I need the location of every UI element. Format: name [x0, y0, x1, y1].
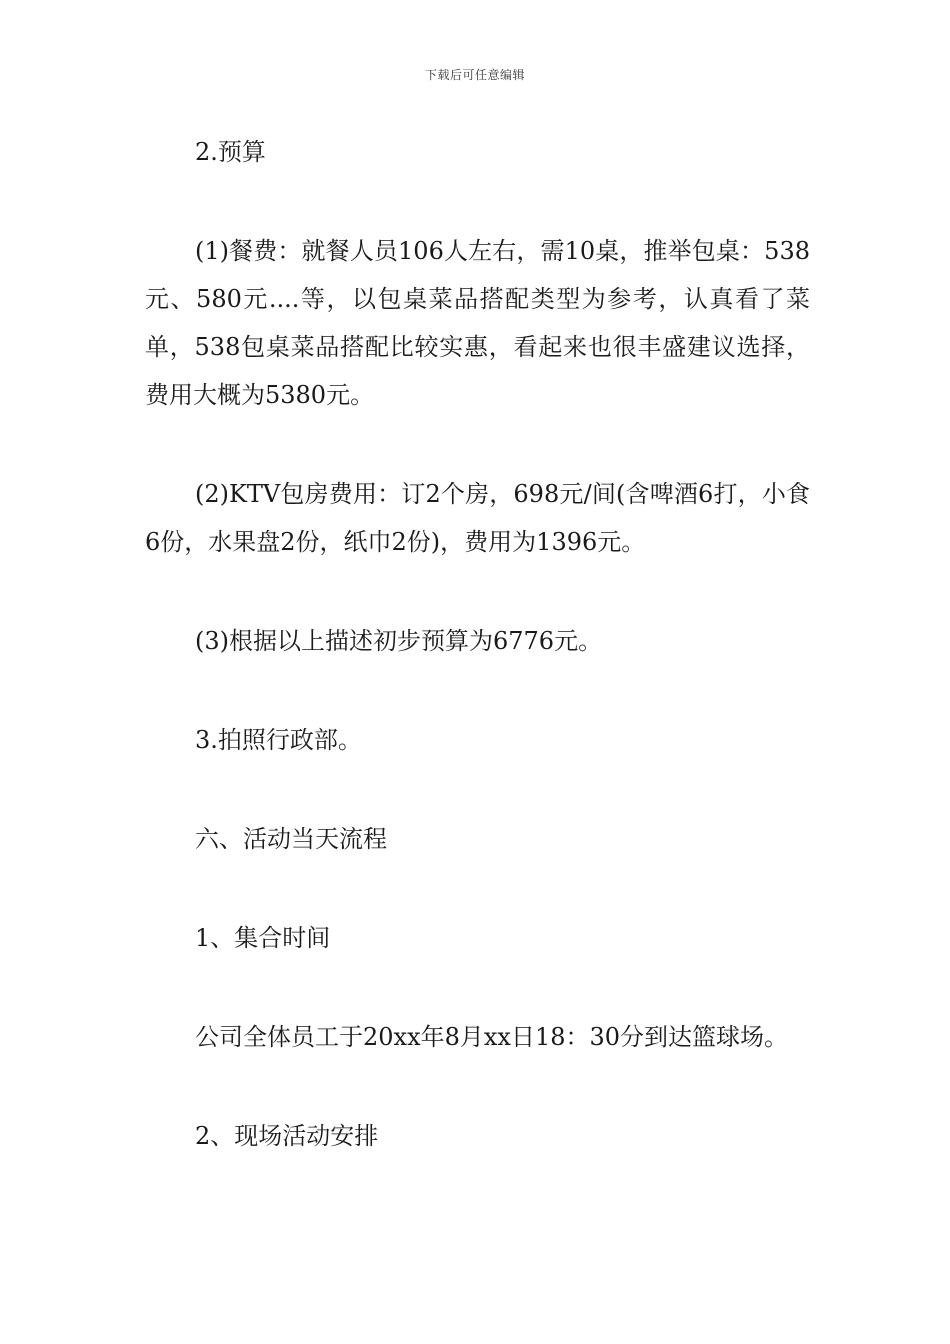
- assembly-time-heading: 1、集合时间: [195, 924, 331, 952]
- photo-department: 3.拍照行政部。: [195, 726, 362, 754]
- section-event-flow-heading: 六、活动当天流程: [195, 825, 387, 853]
- page-header: 下载后可任意编辑: [424, 68, 525, 82]
- onsite-arrangement-heading: 2、现场活动安排: [195, 1122, 379, 1150]
- budget-item-ktv: (2)KTV包房费用：订2个房，698元/间(含啤酒6打，小食6份，水果盘2份，纸巾2份)，费用为1396元。: [145, 480, 810, 556]
- budget-item-meal: (1)餐费：就餐人员106人左右，需10桌，推举包桌：538元、580元....等，以包桌菜品搭配类型为参考，认真看了菜单，538包桌菜品搭配比较实惠，看起来也很丰盛建议选择，费用大概为5380元。: [145, 237, 810, 409]
- section-budget-heading: 2.预算: [195, 138, 266, 166]
- assembly-time-text: 公司全体员工于20xx年8月xx日18：30分到达篮球场。: [195, 1023, 789, 1051]
- document-body: [145, 128, 810, 1211]
- budget-item-total: (3)根据以上描述初步预算为6776元。: [195, 627, 603, 655]
